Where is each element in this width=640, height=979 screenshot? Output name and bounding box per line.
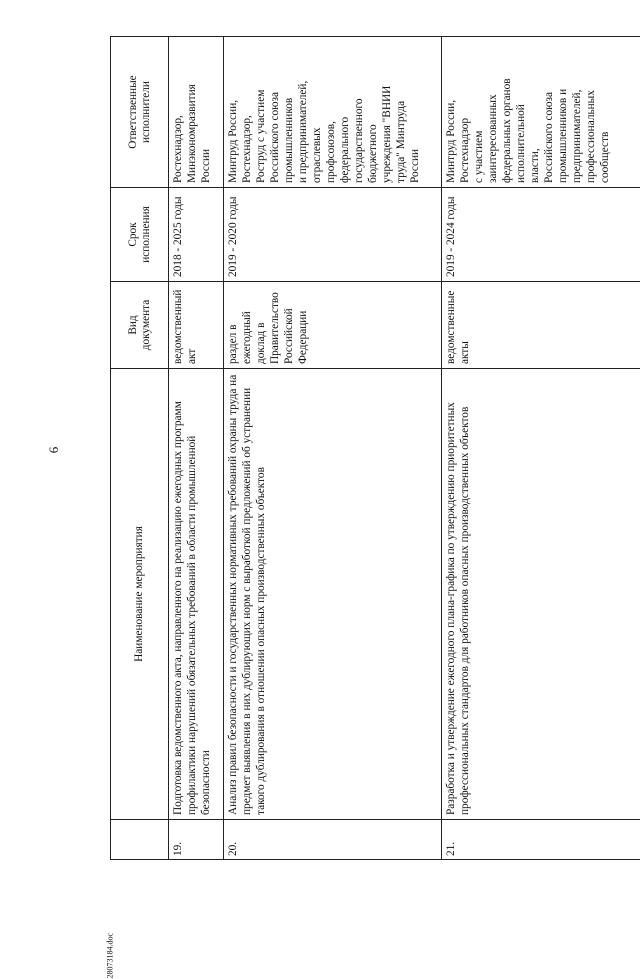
row-responsible: Минтруд России, Ростехнадзор, Роструд с участием Российского союза промышленников и предпринимателей, отраслевых профсоюзов, федерального государственного бюджетного учреждения "ВНИИ труда" Минтруда России [224,37,442,188]
row-doc-type: ведомственный акт [169,282,224,369]
row-term: 2019 - 2020 годы [224,188,442,282]
row-term: 2019 - 2024 годы [442,188,640,282]
header-num [111,820,169,860]
document-filename: 28073184.doc [106,779,115,979]
table-row [224,37,442,860]
table-row [169,37,224,860]
table-header-row [111,37,169,860]
row-term: 2018 - 2025 годы [169,188,224,282]
row-name: Разработка и утверждение ежегодного плана-графика по утверждению приоритетных профессиональных стандартов для работников опасных производственных объектов [442,369,640,820]
row-name: Анализ правил безопасности и государственных нормативных требований охраны труда на предмет выявления в них дублирующих норм с выработкой предложений об устранении такого дублирования в отношении опасных производственных объектов [224,369,442,820]
row-number: 20. [224,820,442,860]
page-number: 6 [46,440,62,460]
rotated-page [60,0,640,905]
row-name: Подготовка ведомственного акта, направленного на реализацию ежегодных программ профилактики нарушений обязательных требований в области промышленной безопасности [169,369,224,820]
row-responsible: Минтруд России, Ростехнадзор с участием заинтересованных федеральных органов исполнительной власти, Российского союза промышленников и предпринимателей, профессиональных сообществ [442,37,640,188]
row-responsible: Ростехнадзор, Минэкономразвития России [169,37,224,188]
header-name: Наименование мероприятия [111,369,169,820]
measures-table [110,36,640,860]
table-row [442,37,640,860]
row-doc-type: раздел в ежегодный доклад в Правительство Российской Федерации [224,282,442,369]
header-doc-type: Вид документа [111,282,169,369]
row-number: 19. [169,820,224,860]
row-number: 21. [442,820,640,860]
header-term: Срок исполнения [111,188,169,282]
row-doc-type: ведомственные акты [442,282,640,369]
header-responsible: Ответственные исполнители [111,37,169,188]
